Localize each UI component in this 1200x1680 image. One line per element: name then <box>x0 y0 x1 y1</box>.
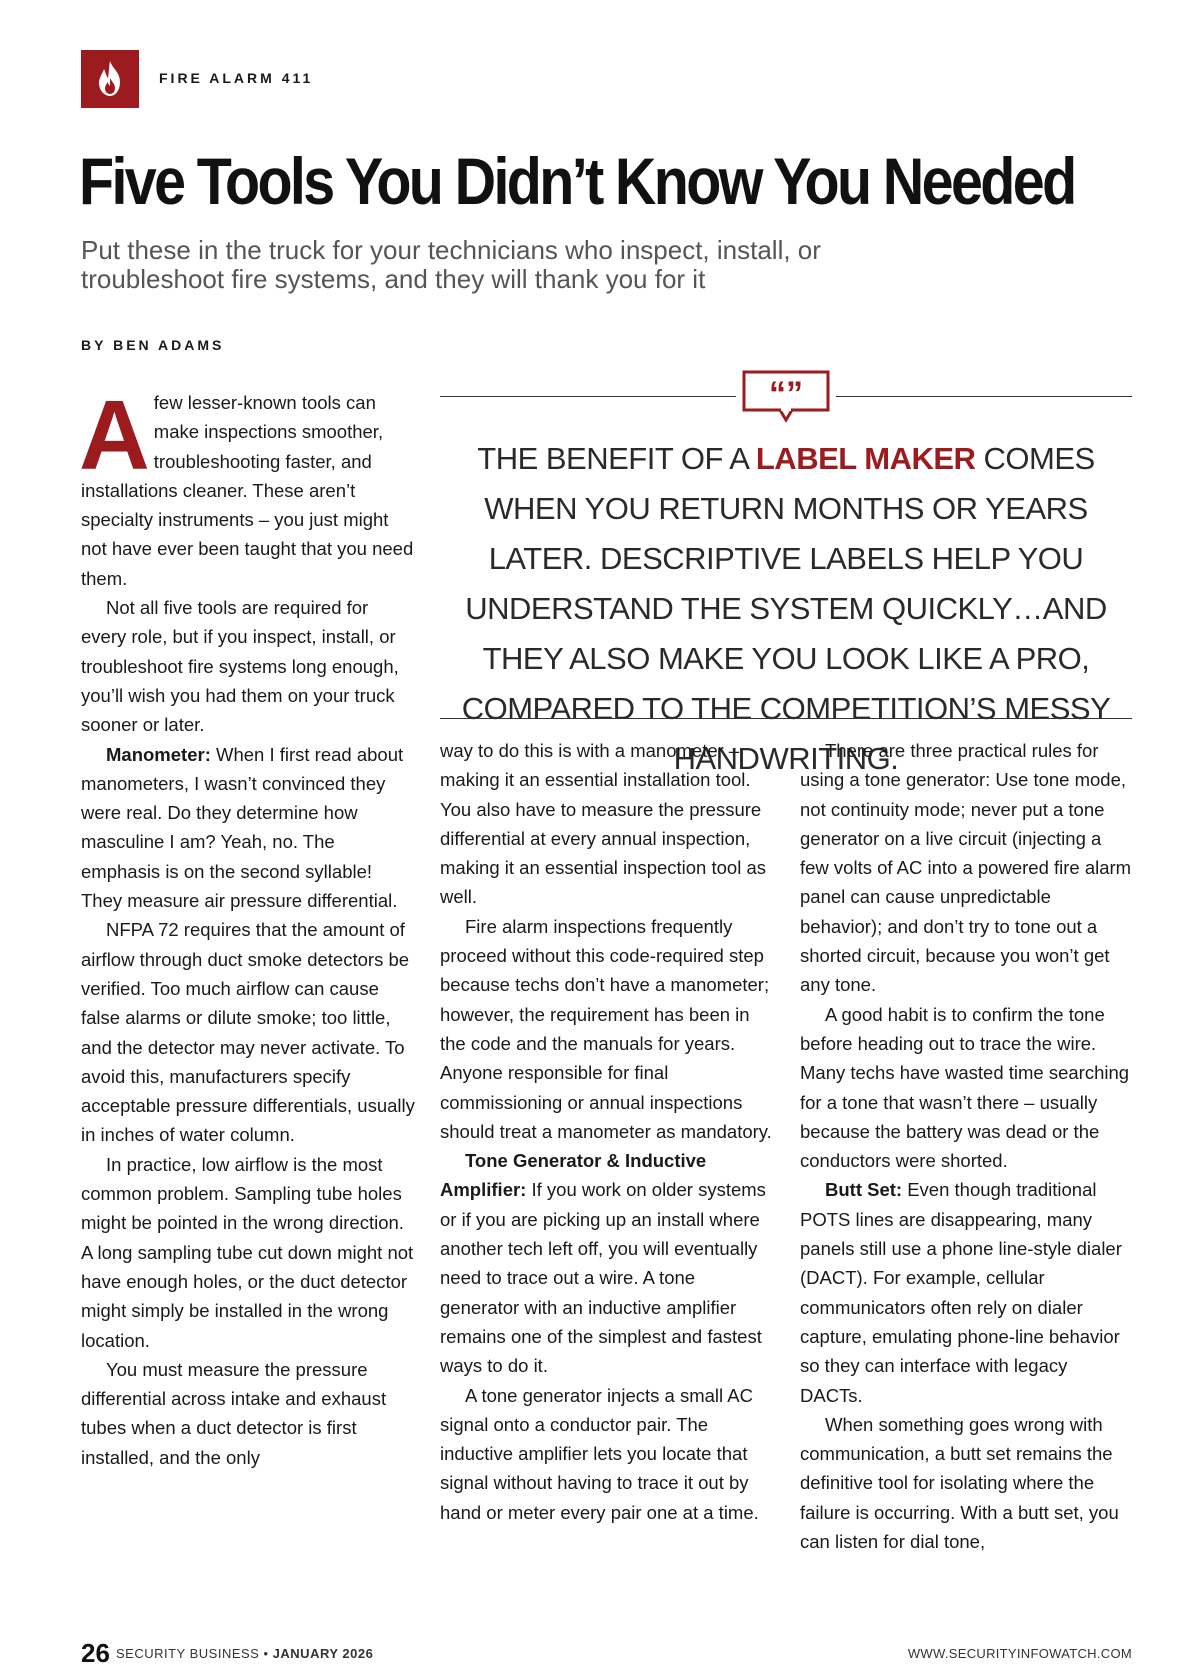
body-paragraph: Not all five tools are required for every role, but if you inspect, install, or troubleshoot fire systems long enough, you’ll wish you had them on your truck sooner or later. <box>81 597 399 736</box>
body-column-2 <box>440 736 774 1527</box>
flame-icon <box>94 60 126 98</box>
pullquote-rule-top-right <box>836 396 1132 397</box>
paragraph-text: Even though traditional POTS lines are disappearing, many panels still use a phone line-style dialer (DACT). For example, cellular communicators often rely on dialer capture, emulating phone-line behavior so they can interface with legacy DACTs. <box>800 1179 1122 1406</box>
page-number: 26 <box>81 1638 110 1668</box>
svg-text:“”: “” <box>769 375 803 413</box>
byline: BY BEN ADAMS <box>81 337 225 353</box>
footer-separator: • <box>263 1646 269 1661</box>
section-label: FIRE ALARM 411 <box>159 70 314 86</box>
paragraph-text: few lesser-known tools can make inspections smoother, troubleshooting faster, and installations cleaner. These aren’t specialty instruments – you just might not have ever been taught that you need them. <box>81 392 414 589</box>
subhead-tone-generator: Tone Generator & Inductive Amplifier: <box>440 1150 707 1201</box>
paragraph-text: When I first read about manometers, I wasn’t convinced they were real. Do they determine how masculine I am? Yeah, no. The emphasis is on the second syllable! They measure air pressure differential. <box>81 743 404 912</box>
pullquote-text-after: COMES WHEN YOU RETURN MONTHS OR YEARS LATER. DESCRIPTIVE LABELS HELP YOU UNDERSTAND THE SYSTEM QUICKLY…AND THEY ALSO MAKE YOU LOOK LIKE A PRO, COMPARED TO THE COMPETITION’S MESSY HANDWRITING. <box>461 441 1111 776</box>
pullquote <box>440 434 1132 784</box>
pullquote-rule-bottom <box>440 718 1132 719</box>
publication-name: SECURITY BUSINESS <box>116 1646 260 1661</box>
issue-date: JANUARY 2026 <box>272 1646 374 1661</box>
body-paragraph <box>800 1175 1134 1409</box>
subhead-butt-set: Butt Set: <box>825 1179 903 1201</box>
body-paragraph: NFPA 72 requires that the amount of airflow through duct smoke detectors be verified. Too much airflow can cause false alarms or dilute smoke; too little, and the detector may never activate. To avoid this, manufacturers specify acceptable pressure differentials, usually in inches of water column. <box>81 919 415 1146</box>
body-column-1 <box>79 380 417 1472</box>
body-paragraph: way to do this is with a manometer – making it an essential installation tool. You also have to measure the pressure differential at every annual inspection, making it an essential inspection tool as well. <box>440 740 766 908</box>
body-paragraph <box>81 740 417 916</box>
subhead-manometer: Manometer: <box>106 743 211 765</box>
deck: Put these in the truck for your technicians who inspect, install, or troubleshoot fire systems, and they will thank you for it <box>81 235 821 294</box>
body-paragraph: A good habit is to confirm the tone before heading out to trace the wire. Many techs have wasted time searching for a tone that wasn’t there – usually because the battery was dead or the conductors were shorted. <box>800 1003 1130 1172</box>
body-paragraph <box>440 1146 774 1380</box>
paragraph-text: If you work on older systems or if you are picking up an install where another tech left off, you will eventually need to trace out a wire. A tone generator with an inductive amplifier remains one of the simplest and fastest ways to do it. <box>440 1179 766 1377</box>
body-paragraph: In practice, low airflow is the most common problem. Sampling tube holes might be pointed in the wrong direction. A long sampling tube cut down might not have enough holes, or the duct detector might simply be installed in the wrong location. <box>81 1153 414 1351</box>
drop-cap: A <box>79 380 150 490</box>
section-logo <box>81 50 139 108</box>
body-paragraph: Fire alarm inspections frequently proceed without this code-required step because techs don’t have a manometer; however, the requirement has been in the code and the manuals for years. Anyone responsible for final commissioning or annual inspections should treat a manometer as mandatory. <box>440 915 772 1142</box>
quote-bubble-icon <box>736 366 836 426</box>
body-paragraph: There are three practical rules for using a tone generator: Use tone mode, not continuity mode; never put a tone generator on a live circuit (injecting a few volts of AC into a powered fire alarm panel can cause unpredictable behavior); and don’t try to tone out a shorted circuit, because you won’t get any tone. <box>800 740 1132 996</box>
body-paragraph: You must measure the pressure differential across intake and exhaust tubes when a duct detector is first installed, and the only <box>81 1358 387 1468</box>
body-paragraph: When something goes wrong with communication, a butt set remains the definitive tool for isolating where the failure is occurring. With a butt set, you can listen for dial tone, <box>800 1413 1119 1553</box>
headline: Five Tools You Didn’t Know You Needed <box>79 144 1075 218</box>
body-paragraph: A tone generator injects a small AC signal onto a conductor pair. The inductive amplifier lets you locate that signal without having to trace it out by hand or meter every pair one at a time. <box>440 1384 759 1523</box>
website-link[interactable]: WWW.SECURITYINFOWATCH.COM <box>907 1646 1132 1661</box>
pullquote-rule-top-left <box>440 396 736 397</box>
publication-line <box>116 1646 373 1661</box>
body-paragraph <box>79 380 417 593</box>
body-column-3 <box>800 736 1134 1556</box>
pullquote-highlight: LABEL MAKER <box>755 441 976 476</box>
pullquote-text-before: THE BENEFIT OF A <box>477 441 756 476</box>
